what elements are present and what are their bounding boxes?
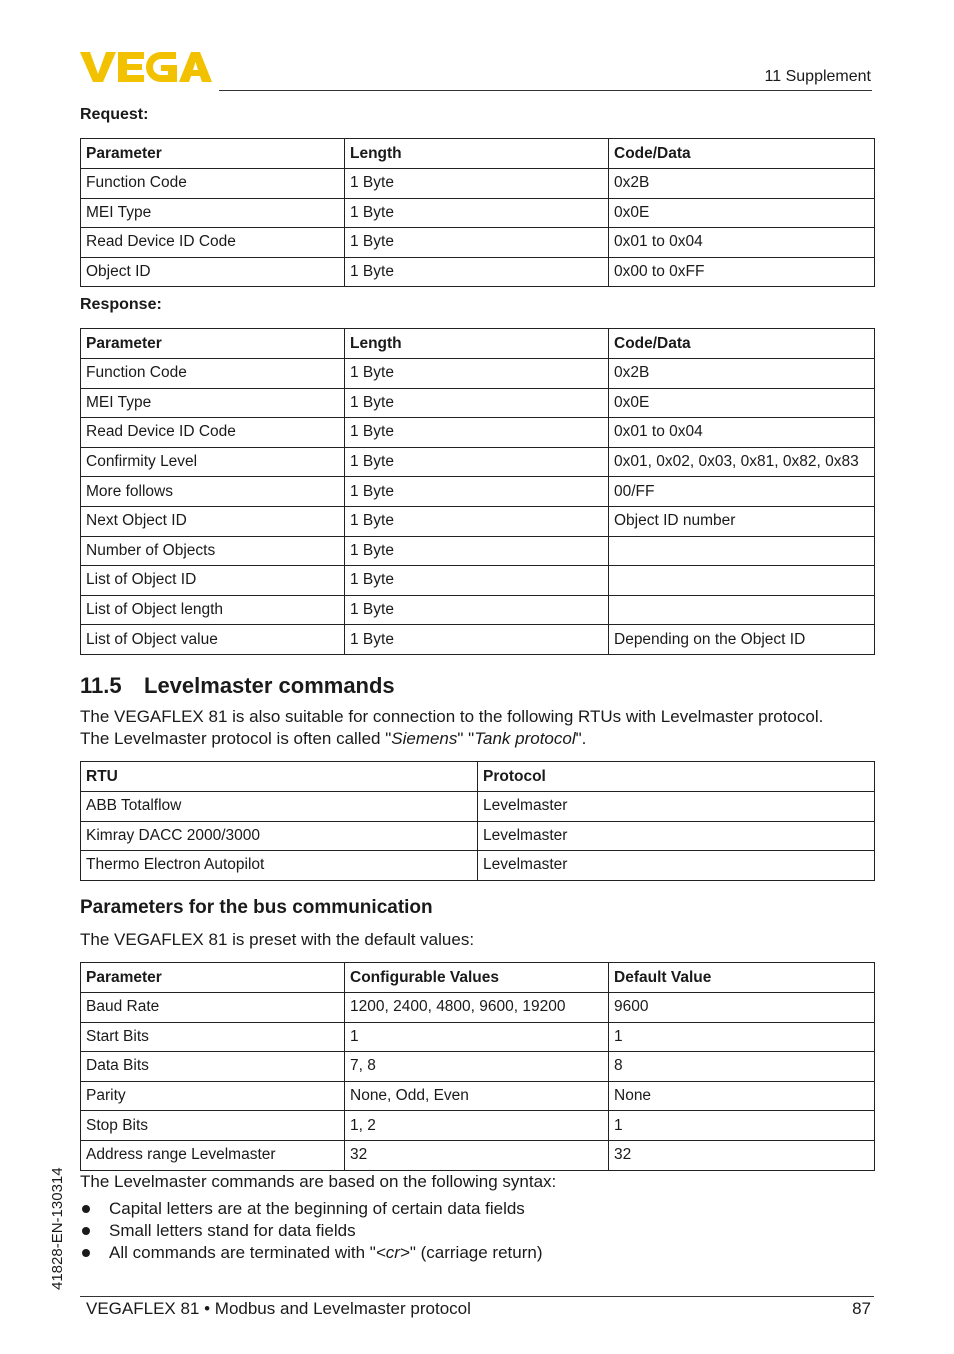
table-cell: Object ID number bbox=[609, 506, 875, 536]
table-cell: 1 Byte bbox=[345, 447, 609, 477]
column-header: Code/Data bbox=[609, 329, 875, 359]
table-cell: Read Device ID Code bbox=[81, 228, 345, 258]
table-cell: 1 Byte bbox=[345, 257, 609, 287]
table-cell: Stop Bits bbox=[81, 1111, 345, 1141]
table-row bbox=[81, 1140, 875, 1170]
table-row bbox=[81, 792, 875, 822]
table-row bbox=[81, 536, 875, 566]
table-cell: 1 bbox=[609, 1022, 875, 1052]
table-cell: 0x00 to 0xFF bbox=[609, 257, 875, 287]
siemens-term: Siemens bbox=[391, 729, 458, 748]
table-cell: Levelmaster bbox=[478, 851, 875, 881]
list-item: All commands are terminated with "<cr>" (carriage return) bbox=[80, 1242, 542, 1264]
tank-protocol-term: Tank protocol bbox=[474, 729, 576, 748]
table-row bbox=[81, 1052, 875, 1082]
table-row bbox=[81, 228, 875, 258]
table-cell: None, Odd, Even bbox=[345, 1081, 609, 1111]
table-cell: 8 bbox=[609, 1052, 875, 1082]
table-cell: List of Object length bbox=[81, 595, 345, 625]
column-header: Length bbox=[345, 329, 609, 359]
table-cell: 32 bbox=[345, 1140, 609, 1170]
intro-line-1: The VEGAFLEX 81 is also suitable for connection to the following RTUs with Levelmaster protocol. bbox=[80, 707, 824, 726]
request-label: Request: bbox=[80, 106, 149, 123]
table-cell: Confirmity Level bbox=[81, 447, 345, 477]
table-row bbox=[81, 1081, 875, 1111]
table-row bbox=[81, 993, 875, 1023]
table-cell: Next Object ID bbox=[81, 506, 345, 536]
table-cell: Function Code bbox=[81, 359, 345, 389]
table-cell: 0x01 to 0x04 bbox=[609, 228, 875, 258]
bus-intro: The VEGAFLEX 81 is preset with the default values: bbox=[80, 930, 475, 949]
request-table bbox=[80, 138, 875, 287]
table-cell: Number of Objects bbox=[81, 536, 345, 566]
table-cell: Baud Rate bbox=[81, 993, 345, 1023]
table-cell: Read Device ID Code bbox=[81, 418, 345, 448]
list-item: Small letters stand for data fields bbox=[80, 1220, 542, 1242]
column-header: Parameter bbox=[81, 329, 345, 359]
table-cell: 1 Byte bbox=[345, 625, 609, 655]
column-header: Parameter bbox=[81, 139, 345, 169]
cr-code: <cr> bbox=[375, 1243, 410, 1262]
table-row bbox=[81, 418, 875, 448]
table-cell: 0x0E bbox=[609, 388, 875, 418]
table-cell: Function Code bbox=[81, 169, 345, 199]
document-code: 41828-EN-130314 bbox=[49, 1167, 66, 1290]
table-cell: List of Object value bbox=[81, 625, 345, 655]
table-cell: 1 Byte bbox=[345, 198, 609, 228]
table-cell: Depending on the Object ID bbox=[609, 625, 875, 655]
table-row bbox=[81, 388, 875, 418]
column-header: Configurable Values bbox=[345, 963, 609, 993]
table-cell: 00/FF bbox=[609, 477, 875, 507]
table-cell: 1 Byte bbox=[345, 595, 609, 625]
table-cell: 1 Byte bbox=[345, 359, 609, 389]
table-cell: More follows bbox=[81, 477, 345, 507]
table-cell: None bbox=[609, 1081, 875, 1111]
table-cell: 1 Byte bbox=[345, 536, 609, 566]
column-header: RTU bbox=[81, 762, 478, 792]
section-title: Levelmaster commands bbox=[144, 673, 395, 698]
column-header: Length bbox=[345, 139, 609, 169]
table-header-row bbox=[81, 329, 875, 359]
table-cell: 0x2B bbox=[609, 359, 875, 389]
table-cell: 1 Byte bbox=[345, 388, 609, 418]
table-cell: 32 bbox=[609, 1140, 875, 1170]
syntax-intro: The Levelmaster commands are based on the following syntax: bbox=[80, 1172, 557, 1191]
column-header: Code/Data bbox=[609, 139, 875, 169]
table-cell: 1, 2 bbox=[345, 1111, 609, 1141]
table-cell: Data Bits bbox=[81, 1052, 345, 1082]
table-row bbox=[81, 257, 875, 287]
table-cell: 0x2B bbox=[609, 169, 875, 199]
footer-rule bbox=[80, 1296, 874, 1297]
table-header-row bbox=[81, 963, 875, 993]
table-row bbox=[81, 566, 875, 596]
table-cell: ABB Totalflow bbox=[81, 792, 478, 822]
section-number: 11.5 bbox=[80, 673, 122, 698]
table-cell: 1 bbox=[609, 1111, 875, 1141]
table-row bbox=[81, 625, 875, 655]
table-cell: 1 Byte bbox=[345, 418, 609, 448]
vega-logo bbox=[80, 50, 212, 84]
levelmaster-intro bbox=[80, 706, 823, 750]
header-rule bbox=[219, 90, 872, 91]
section-reference: 11 Supplement bbox=[764, 68, 871, 85]
table-row bbox=[81, 477, 875, 507]
table-cell: Levelmaster bbox=[478, 821, 875, 851]
list-item: Capital letters are at the beginning of certain data fields bbox=[80, 1198, 542, 1220]
column-header: Default Value bbox=[609, 963, 875, 993]
table-cell: 0x01, 0x02, 0x03, 0x81, 0x82, 0x83 bbox=[609, 447, 875, 477]
table-row bbox=[81, 198, 875, 228]
table-cell: Object ID bbox=[81, 257, 345, 287]
table-cell: 1 Byte bbox=[345, 566, 609, 596]
table-row bbox=[81, 1111, 875, 1141]
table-cell: Start Bits bbox=[81, 1022, 345, 1052]
table-cell bbox=[609, 566, 875, 596]
table-header-row bbox=[81, 139, 875, 169]
page-number: 87 bbox=[852, 1299, 871, 1318]
table-cell: MEI Type bbox=[81, 388, 345, 418]
table-row bbox=[81, 595, 875, 625]
table-cell bbox=[609, 595, 875, 625]
subsection-heading: Parameters for the bus communication bbox=[80, 897, 433, 918]
table-cell: Thermo Electron Autopilot bbox=[81, 851, 478, 881]
response-label: Response: bbox=[80, 296, 162, 313]
table-cell: 1 bbox=[345, 1022, 609, 1052]
footer-title: VEGAFLEX 81 • Modbus and Levelmaster protocol bbox=[86, 1299, 471, 1318]
table-cell: 1 Byte bbox=[345, 506, 609, 536]
table-row bbox=[81, 506, 875, 536]
table-cell: MEI Type bbox=[81, 198, 345, 228]
table-row bbox=[81, 1022, 875, 1052]
table-row bbox=[81, 821, 875, 851]
response-table bbox=[80, 328, 875, 655]
table-cell: 1 Byte bbox=[345, 169, 609, 199]
table-cell: 1200, 2400, 4800, 9600, 19200 bbox=[345, 993, 609, 1023]
table-cell bbox=[609, 536, 875, 566]
rtu-table bbox=[80, 761, 875, 881]
table-cell: 0x01 to 0x04 bbox=[609, 418, 875, 448]
table-cell: 7, 8 bbox=[345, 1052, 609, 1082]
table-cell: List of Object ID bbox=[81, 566, 345, 596]
table-row bbox=[81, 447, 875, 477]
table-cell: 1 Byte bbox=[345, 477, 609, 507]
column-header: Protocol bbox=[478, 762, 875, 792]
table-cell: 9600 bbox=[609, 993, 875, 1023]
intro-line-2: The Levelmaster protocol is often called "Siemens" "Tank protocol". bbox=[80, 729, 587, 748]
column-header: Parameter bbox=[81, 963, 345, 993]
bus-parameters-table bbox=[80, 962, 875, 1171]
table-cell: Levelmaster bbox=[478, 792, 875, 822]
table-header-row bbox=[81, 762, 875, 792]
table-cell: 0x0E bbox=[609, 198, 875, 228]
table-cell: 1 Byte bbox=[345, 228, 609, 258]
table-cell: Address range Levelmaster bbox=[81, 1140, 345, 1170]
section-heading bbox=[80, 673, 395, 699]
table-row bbox=[81, 851, 875, 881]
table-row bbox=[81, 169, 875, 199]
table-row bbox=[81, 359, 875, 389]
table-cell: Parity bbox=[81, 1081, 345, 1111]
table-cell: Kimray DACC 2000/3000 bbox=[81, 821, 478, 851]
syntax-list bbox=[80, 1198, 542, 1264]
